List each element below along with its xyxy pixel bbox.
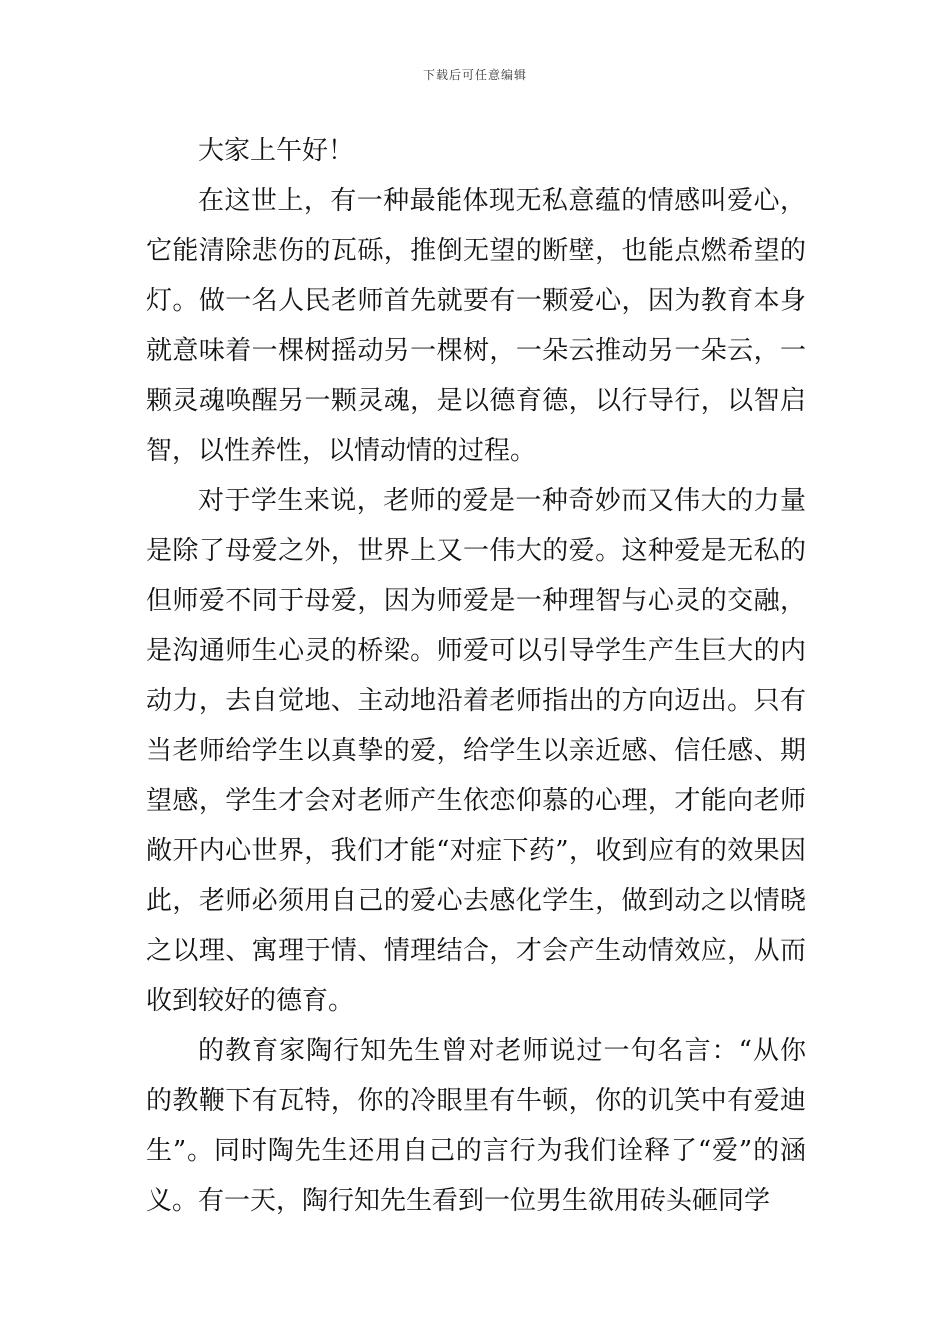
page-header: 下载后可任意编辑 bbox=[422, 68, 527, 82]
paragraph-2: 对于学生来说，老师的爱是一种奇妙而又伟大的力量是除了母爱之外，世界上又一伟大的爱。这种爱是无私的但师爱不同于母爱，因为师爱是一种理智与心灵的交融，是沟通师生心灵的桥梁。师爱可以引导学生产生巨大的内动力，去自觉地、主动地沿着老师指出的方向迈出。只有当老师给学生以真挚的爱，给学生以亲近感、信任感、期望感，学生才会对老师产生依恋仰慕的心理，才能向老师敞开内心世界，我们才能“对症下药”，收到应有的效果因此，老师必须用自己的爱心去感化学生，做到动之以情晓之以理、寓理于情、情理结合，才会产生动情效应，从而收到较好的德育。 bbox=[146, 486, 806, 1016]
greeting: 大家上午好！ bbox=[198, 136, 355, 166]
document-body bbox=[146, 126, 806, 1226]
paragraph-3: 的教育家陶行知先生曾对老师说过一句名言：“从你的教鞭下有瓦特，你的冷眼里有牛顿，你的讥笑中有爱迪生”。同时陶先生还用自己的言行为我们诠释了“爱”的涵义。有一天，陶行知先生看到一位男生欲用砖头砸同学 bbox=[146, 1036, 806, 1216]
paragraph-1: 在这世上，有一种最能体现无私意蕴的情感叫爱心，它能清除悲伤的瓦砾，推倒无望的断壁，也能点燃希望的灯。做一名人民老师首先就要有一颗爱心，因为教育本身就意味着一棵树摇动另一棵树，一朵云推动另一朵云，一颗灵魂唤醒另一颗灵魂，是以德育德，以行导行，以智启智，以性养性，以情动情的过程。 bbox=[146, 186, 806, 466]
